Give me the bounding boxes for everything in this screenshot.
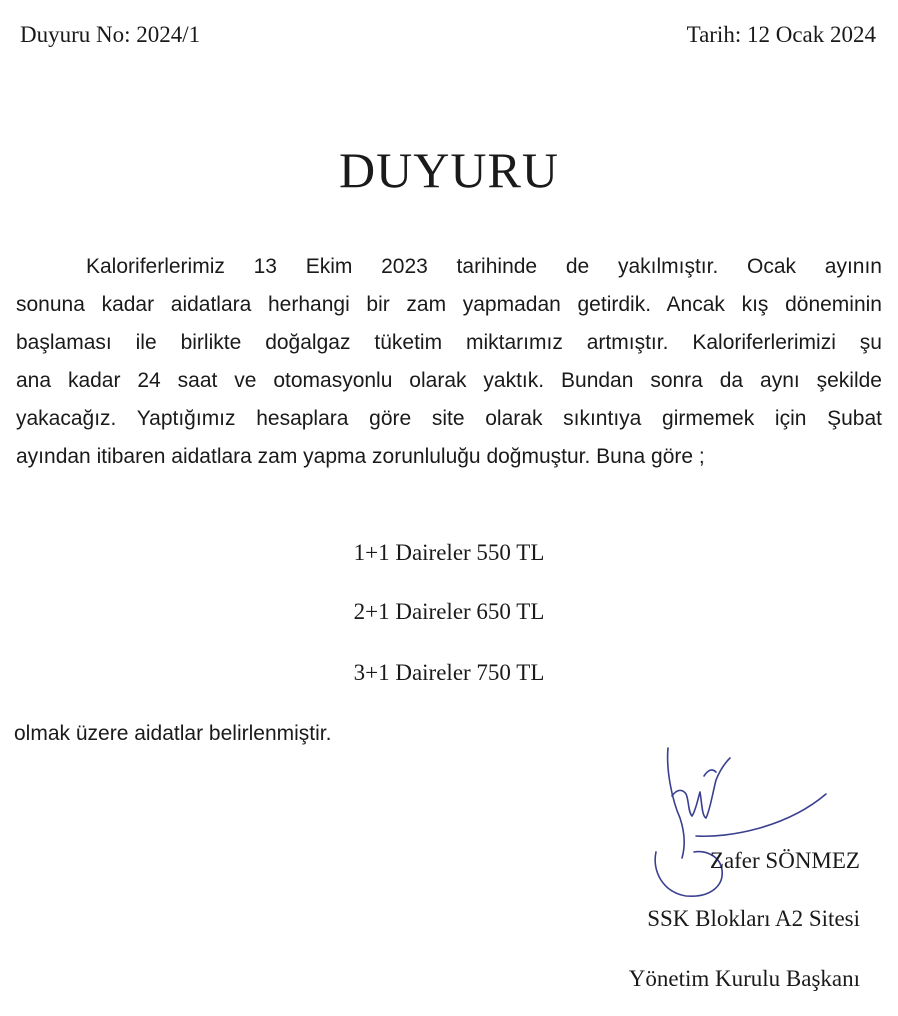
body-line: ana kadar 24 saat ve otomasyonlu olarak yaktık. Bundan sonra da aynı şekilde — [16, 369, 882, 392]
closing-sentence: olmak üzere aidatlar belirlenmiştir. — [14, 722, 332, 745]
signer-name: Zafer SÖNMEZ — [709, 848, 860, 873]
fee-item: 2+1 Daireler 650 TL — [353, 599, 545, 624]
announcement-number: Duyuru No: 2024/1 — [20, 22, 201, 47]
body-line: Kaloriferlerimiz 13 Ekim 2023 tarihinde de yakılmıştır. Ocak ayının — [86, 255, 882, 278]
fee-item: 1+1 Daireler 550 TL — [353, 540, 545, 565]
document-title: DUYURU — [339, 142, 559, 198]
announcement-body — [16, 248, 882, 476]
body-line: başlaması ile birlikte doğalgaz tüketim miktarımız artmıştır. Kaloriferlerimizi şu — [16, 331, 882, 354]
announcement-date: Tarih: 12 Ocak 2024 — [686, 22, 876, 47]
signer-organization: SSK Blokları A2 Sitesi — [647, 906, 860, 931]
body-line: yakacağız. Yaptığımız hesaplara göre site olarak sıkıntıya girmemek için Şubat — [16, 407, 882, 430]
handwritten-signature — [636, 740, 836, 900]
body-line: ayından itibaren aidatlara zam yapma zorunluluğu doğmuştur. Buna göre ; — [16, 445, 705, 468]
fee-item: 3+1 Daireler 750 TL — [353, 660, 545, 685]
signer-role: Yönetim Kurulu Başkanı — [628, 966, 860, 991]
body-line: sonuna kadar aidatlara herhangi bir zam yapmadan getirdik. Ancak kış döneminin — [16, 293, 882, 316]
